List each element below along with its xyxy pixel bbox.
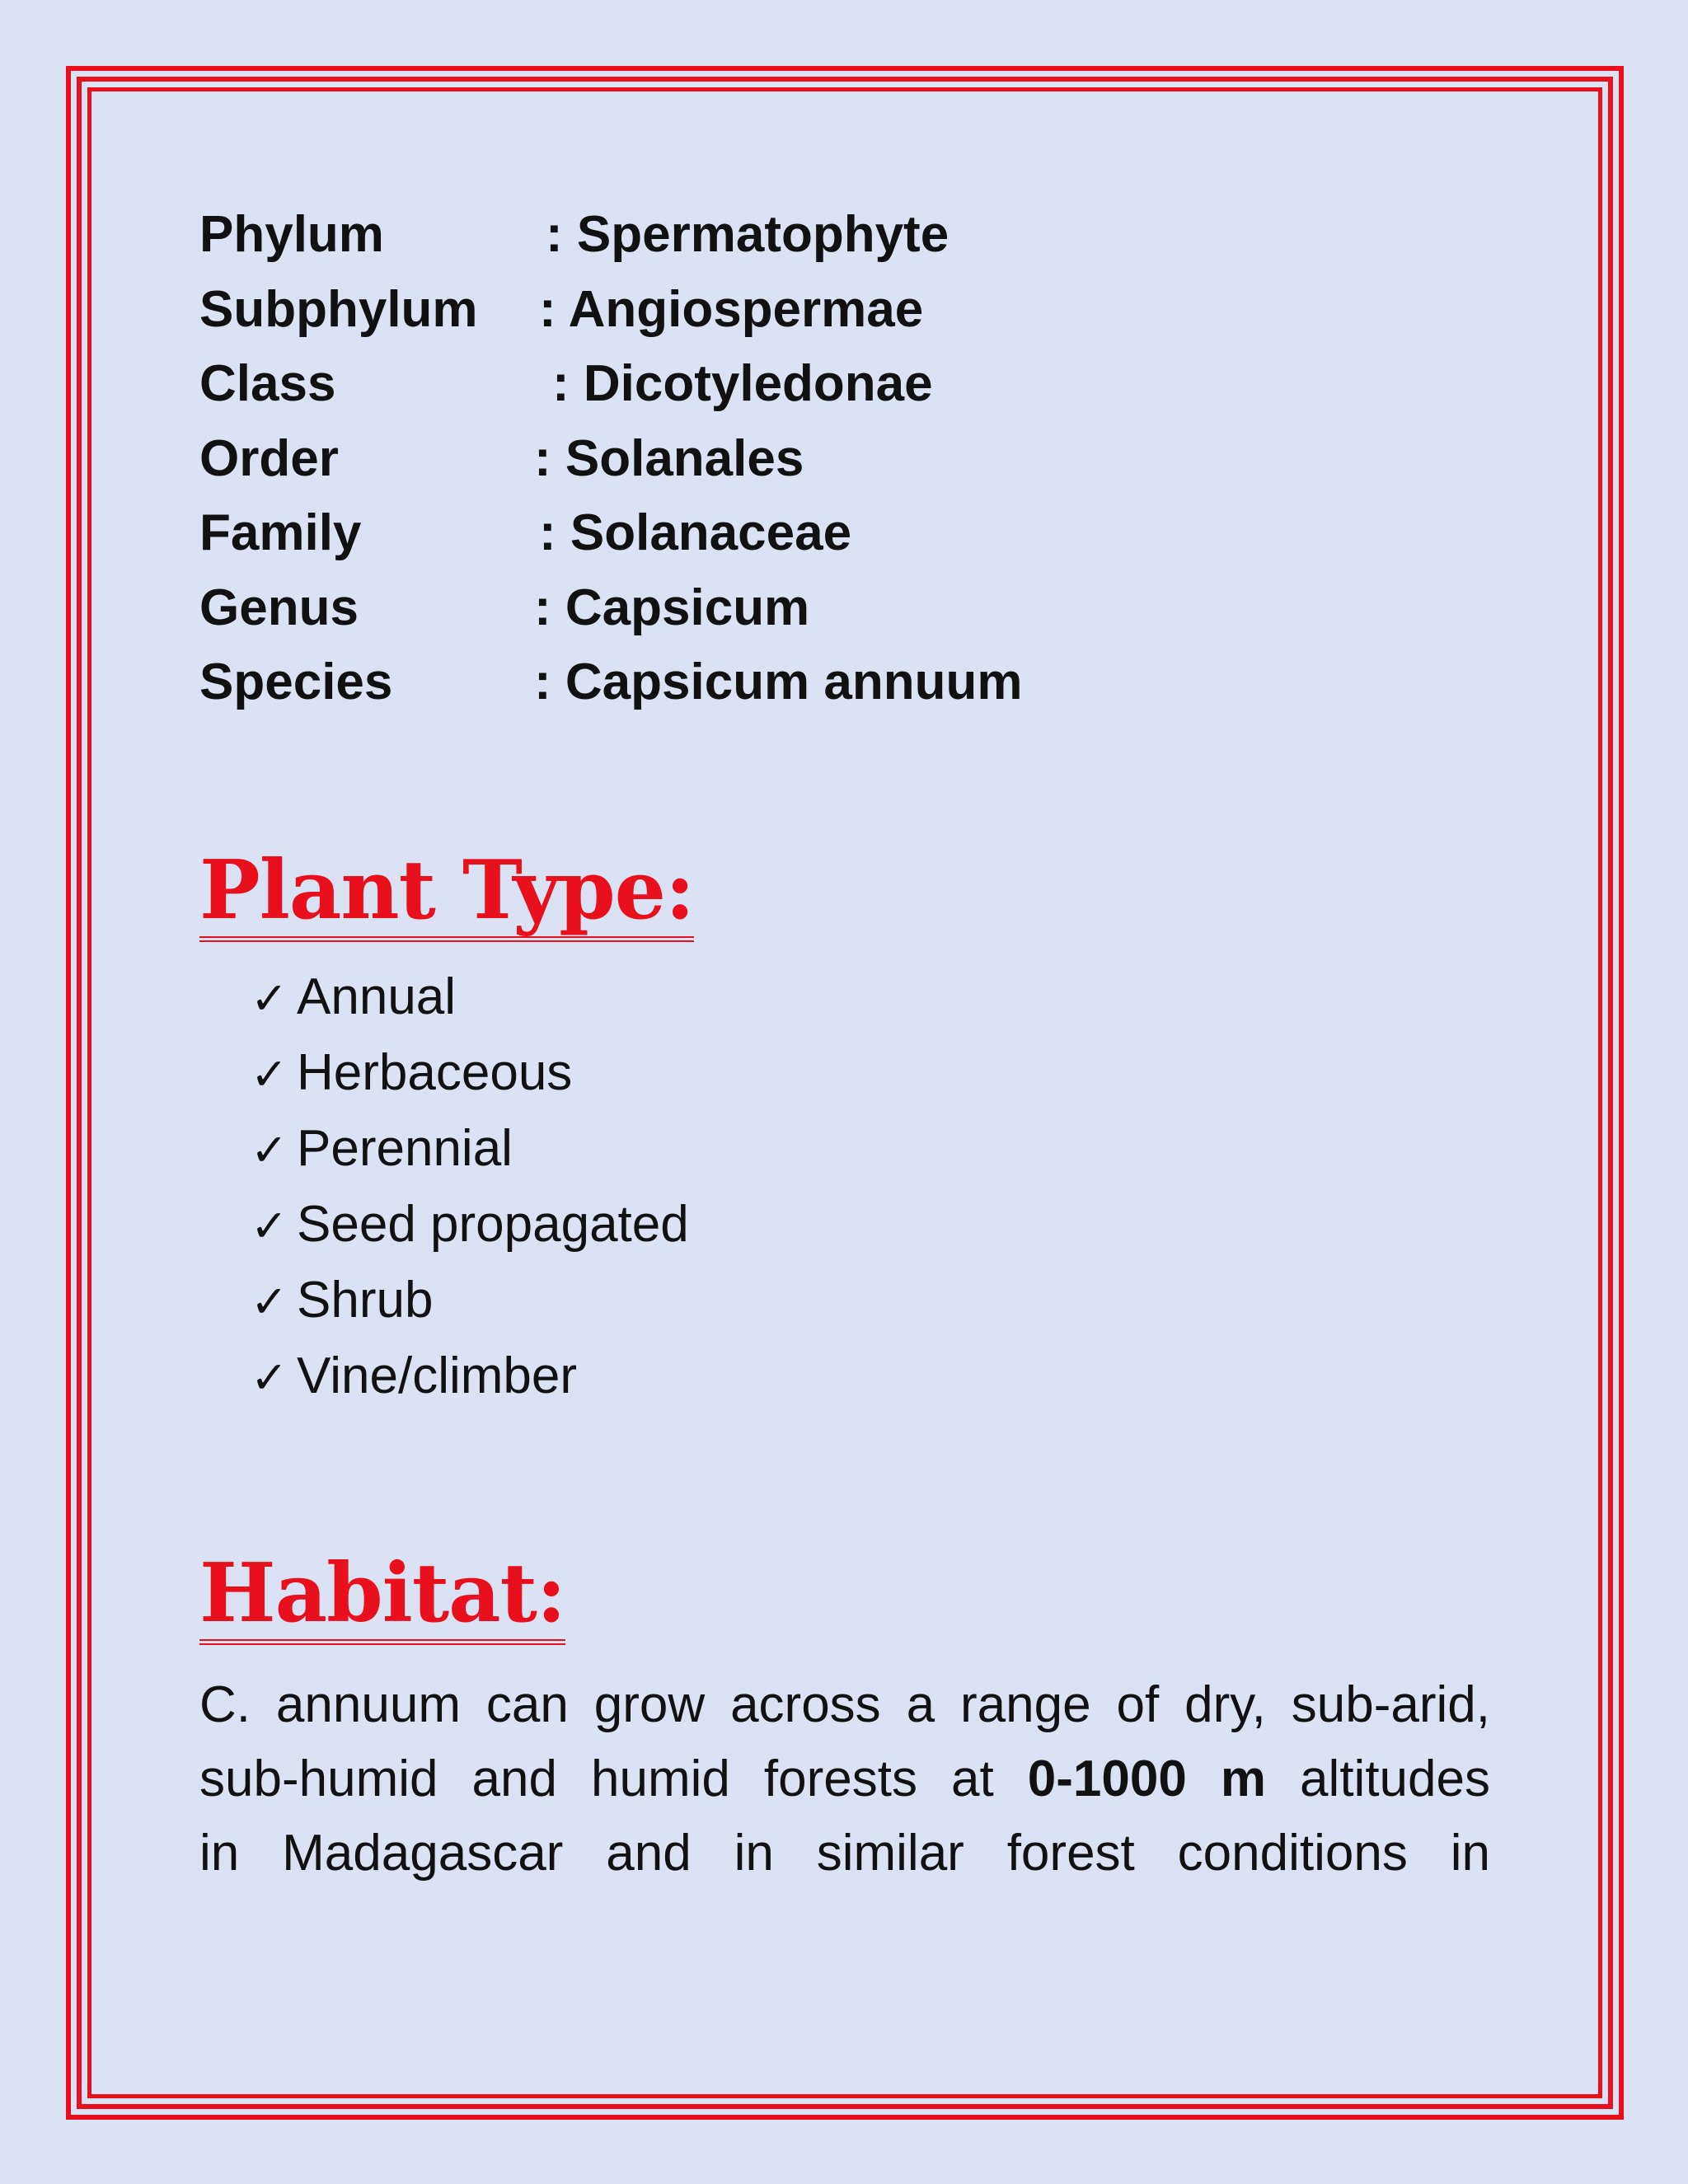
classification-row-subphylum [199,273,1490,348]
list-item [251,1339,1490,1415]
classification-label: Subphylum [199,280,478,338]
classification-label: Phylum [199,206,384,263]
habitat-paragraph [199,1668,1490,1891]
classification-row-phylum [199,198,1490,273]
classification-label: Genus [199,579,359,636]
list-item-label: Annual [297,968,457,1025]
habitat-line-2 [199,1742,1490,1816]
list-item-label: Perennial [297,1119,513,1177]
page-content [199,198,1490,1891]
check-icon: ✓ [251,1351,288,1404]
plant-type-list [251,960,1490,1415]
habitat-line-3: in Madagascar and in similar forest conditions in [199,1824,1490,1882]
classification-row-class [199,347,1490,422]
classification-value: : Solanales [534,429,804,487]
classification-value: : Solanaceae [539,504,852,561]
list-item [251,960,1490,1036]
check-icon: ✓ [251,1123,288,1176]
classification-value: : Capsicum annuum [534,654,1023,710]
list-item [251,1263,1490,1339]
list-item-label: Vine/climber [297,1347,578,1404]
classification-label: Class [199,355,336,412]
habitat-line-2-end: altitudes [1266,1750,1490,1807]
list-item [251,1036,1490,1112]
habitat-heading: Habitat: [199,1549,565,1645]
classification-label: Species [199,654,393,710]
list-item-label: Shrub [297,1271,434,1329]
classification-value: : Capsicum [534,579,810,636]
list-item-label: Seed propagated [297,1195,689,1253]
classification-label: Order [199,429,339,487]
classification-label: Family [199,504,362,561]
habitat-line-2-start: sub-humid and humid forests at [199,1750,1028,1807]
classification-row-order [199,422,1490,497]
classification-value: : Spermatophyte [546,206,950,263]
list-item [251,1188,1490,1263]
check-icon: ✓ [251,972,288,1024]
classification-value: : Dicotyledonae [552,355,933,412]
plant-type-heading: Plant Type: [199,846,694,942]
classification-value: : Angiospermae [539,280,924,338]
habitat-line-1: C. annuum can grow across a range of dry, sub-arid, [199,1675,1490,1733]
classification-table [199,198,1490,720]
classification-row-species [199,645,1490,720]
classification-row-genus [199,571,1490,646]
list-item-label: Herbaceous [297,1043,573,1101]
check-icon: ✓ [251,1275,288,1328]
list-item [251,1112,1490,1188]
altitude-range: 0-1000 m [1027,1750,1267,1807]
check-icon: ✓ [251,1047,288,1100]
check-icon: ✓ [251,1199,288,1252]
classification-row-family [199,496,1490,571]
